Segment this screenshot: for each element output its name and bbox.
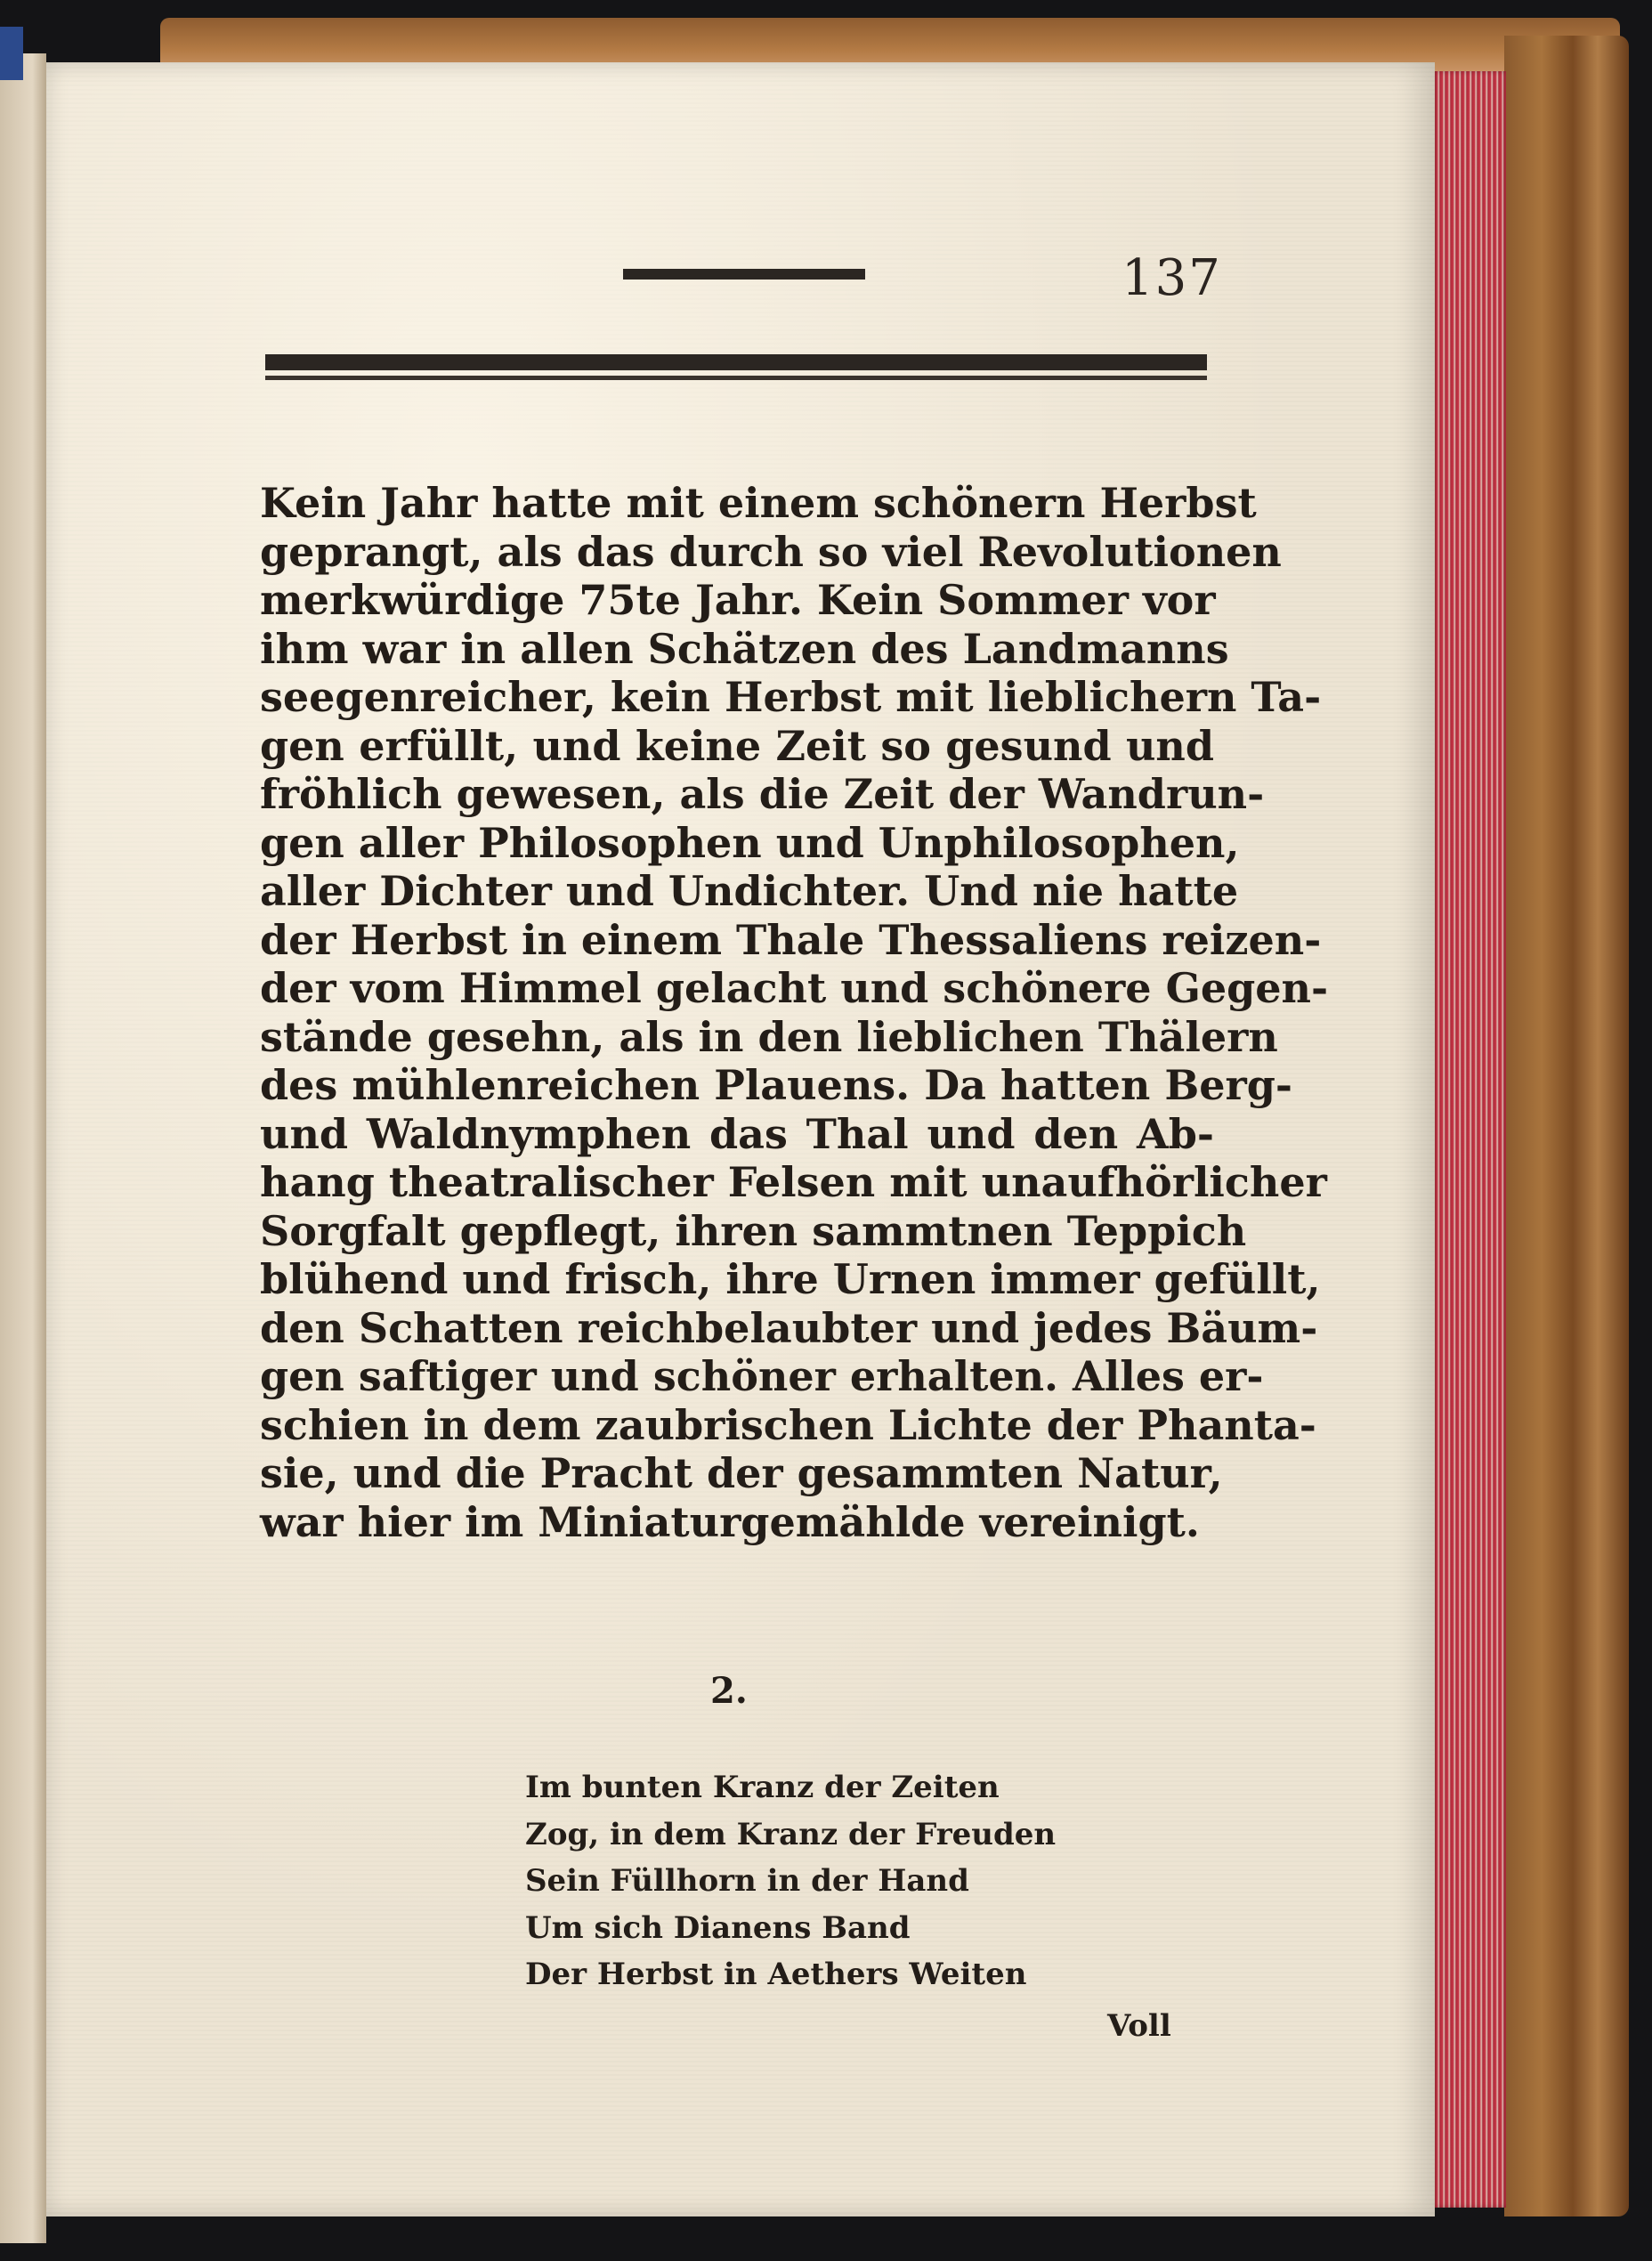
header-thick-rule	[265, 354, 1207, 370]
text-line: ihm war in allen Schätzen des Landmanns	[260, 624, 1229, 673]
header-thin-rule	[265, 376, 1207, 380]
header-short-rule	[623, 269, 865, 280]
book-cover-board	[1504, 36, 1629, 2216]
poem-stanza	[525, 1764, 1148, 1998]
text-line: blühend und frisch, ihre Urnen immer gefüllt,	[260, 1255, 1321, 1303]
poem-line: Sein Füllhorn in der Hand	[525, 1863, 969, 1899]
poem-line: Zog, in dem Kranz der Freuden	[525, 1816, 1057, 1852]
page-number: 137	[1122, 249, 1222, 307]
text-line: seegenreicher, kein Herbst mit lieblichern Ta-	[260, 673, 1322, 721]
red-page-edges	[1435, 71, 1506, 2208]
body-paragraph	[260, 479, 1329, 1546]
text-line: und Waldnymphen das Thal und den Ab-	[260, 1109, 1214, 1158]
text-line: gen erfüllt, und keine Zeit so gesund und	[260, 721, 1214, 770]
text-line: geprangt, als das durch so viel Revolutionen	[260, 527, 1282, 576]
poem-line: Im bunten Kranz der Zeiten	[525, 1770, 1000, 1805]
text-line: der Herbst in einem Thale Thessaliens reizen-	[260, 915, 1322, 964]
text-line: Kein Jahr hatte mit einem schönern Herbst	[260, 479, 1257, 527]
text-line: aller Dichter und Undichter. Und nie hatte	[260, 867, 1239, 915]
facing-page-edge	[0, 53, 46, 2243]
text-line: merkwürdige 75te Jahr. Kein Sommer vor	[260, 576, 1216, 624]
poem-line: Um sich Dianens Band	[525, 1909, 911, 1946]
text-line: der vom Himmel gelacht und schönere Gegen-	[260, 964, 1329, 1012]
poem-line: Der Herbst in Aethers Weiten	[525, 1957, 1027, 1992]
ribbon-marker	[0, 27, 23, 80]
text-line: war hier im Miniaturgemählde vereinigt.	[260, 1497, 1200, 1546]
text-line: schien in dem zaubrischen Lichte der Phanta-	[260, 1400, 1316, 1449]
text-line: Sorgfalt gepflegt, ihren sammtnen Teppich	[260, 1206, 1247, 1255]
text-line: sie, und die Pracht der gesammten Natur,	[260, 1449, 1223, 1497]
text-line: des mühlenreichen Plauens. Da hatten Berg-	[260, 1061, 1293, 1109]
text-line: gen aller Philosophen und Unphilosophen,	[260, 818, 1240, 867]
text-line: gen saftiger und schöner erhalten. Alles er-	[260, 1352, 1264, 1400]
text-line: den Schatten reichbelaubter und jedes Bäum-	[260, 1303, 1318, 1352]
catchword: Voll	[1107, 2008, 1171, 2044]
text-line: stände gesehn, als in den lieblichen Thälern	[260, 1012, 1278, 1061]
text-line: hang theatralischer Felsen mit unaufhörlicher	[260, 1158, 1327, 1206]
text-line: fröhlich gewesen, als die Zeit der Wandrun-	[260, 770, 1265, 818]
section-number: 2.	[710, 1670, 748, 1712]
